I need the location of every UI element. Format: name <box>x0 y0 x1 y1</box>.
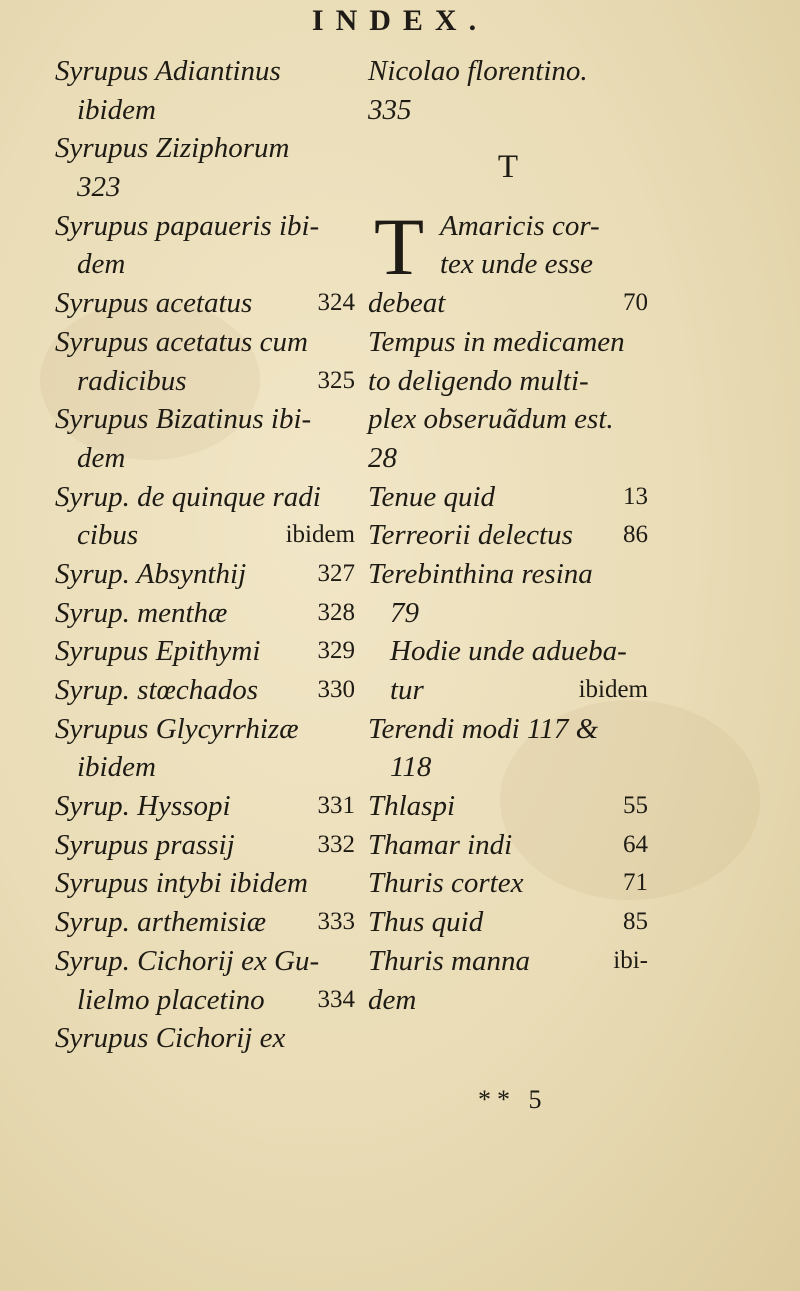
index-entry <box>368 632 648 671</box>
entry-text: 79 <box>390 596 419 629</box>
entry-text: Syrupus Glycyrrhizæ <box>55 712 299 745</box>
index-entry <box>55 439 355 478</box>
index-entry <box>55 284 355 323</box>
index-entry <box>55 323 355 362</box>
entry-text: Syrupus papaueris ibi- <box>55 209 320 242</box>
index-entry <box>368 400 648 439</box>
index-entry <box>368 245 648 284</box>
index-entry <box>368 362 648 401</box>
index-entry <box>55 594 355 633</box>
entry-text: dem <box>77 248 126 281</box>
entry-text: 323 <box>77 171 121 204</box>
index-entry <box>368 981 648 1020</box>
catchword-signature: ** 5 <box>478 1085 548 1114</box>
index-entry <box>55 168 355 207</box>
dropcap-block <box>368 200 648 292</box>
entry-page-ref: 334 <box>317 985 355 1013</box>
entry-text: 335 <box>368 93 412 126</box>
index-entry <box>368 942 648 981</box>
index-entry <box>55 632 355 671</box>
index-entry <box>368 710 648 749</box>
entry-text: Terreorii delectus <box>368 519 573 552</box>
index-column-right <box>368 52 648 1019</box>
entry-page-ref: 13 <box>623 482 648 510</box>
entry-text: dem <box>77 441 126 474</box>
entry-text: Syrupus Ziziphorum <box>55 132 290 165</box>
entry-text: Syrupus Cichorij ex <box>55 1022 286 1055</box>
entry-text: Syrup. arthemisiæ <box>55 906 267 939</box>
index-entry <box>368 323 648 362</box>
entry-page-ref: ibidem <box>285 521 355 549</box>
index-entry <box>55 129 355 168</box>
entry-text: Syrup. Cichorij ex Gu- <box>55 944 320 977</box>
entry-text: Syrupus acetatus <box>55 287 253 320</box>
index-entry <box>368 516 648 555</box>
index-column-left <box>55 52 355 1058</box>
index-entry <box>368 207 648 246</box>
entry-page-ref: 324 <box>317 289 355 317</box>
entry-page-ref: 330 <box>317 676 355 703</box>
index-entry <box>55 400 355 439</box>
entry-text: Hodie unde adueba- <box>390 635 627 668</box>
index-entry <box>55 864 355 903</box>
index-entry <box>368 864 648 903</box>
index-entry <box>368 748 648 787</box>
entry-text: Syrup. de quinque radi <box>55 480 321 513</box>
entry-text: Tenue quid <box>368 480 496 513</box>
entry-text: dem <box>368 983 417 1016</box>
index-entry <box>368 594 648 633</box>
index-entry <box>55 555 355 594</box>
entry-page-ref: 332 <box>317 830 355 858</box>
entry-page-ref: 86 <box>623 521 648 549</box>
entry-text: Thuris manna <box>368 944 530 977</box>
entry-text: tex unde esse <box>440 248 593 281</box>
index-entry <box>368 555 648 594</box>
index-entry <box>368 826 648 865</box>
entry-text: Terendi modi 117 & <box>368 712 599 745</box>
entry-page-ref: ibidem <box>578 676 648 704</box>
entry-page-ref: ibi- <box>613 946 648 974</box>
entry-text: 118 <box>390 751 432 784</box>
entry-page-ref: 327 <box>317 559 355 587</box>
index-entry <box>55 207 355 246</box>
index-entry <box>368 671 648 710</box>
entry-text: plex obseruãdum est. <box>368 403 614 436</box>
index-entry <box>55 362 355 401</box>
entry-page-ref: 325 <box>317 366 355 394</box>
entry-text: Syrupus acetatus cum <box>55 325 308 358</box>
entry-text: Thlaspi <box>368 790 456 823</box>
index-entry <box>55 748 355 787</box>
entry-text: ibidem <box>77 751 156 784</box>
entry-page-ref: 331 <box>317 792 355 820</box>
index-entry <box>55 516 355 555</box>
entry-page-ref: 85 <box>623 908 648 936</box>
entry-text: Terebinthina resina <box>368 557 593 590</box>
entry-text: cibus <box>77 519 139 552</box>
entry-text: Syrup. Hyssopi <box>55 790 231 823</box>
index-entry <box>368 284 648 323</box>
entry-text: Syrupus Adiantinus <box>55 55 281 87</box>
entry-page-ref: 71 <box>623 869 648 897</box>
entry-text: lielmo placetino <box>77 983 265 1016</box>
index-entry <box>368 439 648 478</box>
index-entry <box>368 787 648 826</box>
entry-text: Syrup. stœchados <box>55 674 258 706</box>
index-entry <box>55 981 355 1020</box>
entry-page-ref: 70 <box>623 289 648 317</box>
entry-text: Syrupus Epithymi <box>55 635 261 668</box>
dropcap-letter: T <box>373 200 425 292</box>
entry-text: Thamar indi <box>368 828 513 861</box>
index-entry <box>55 942 355 981</box>
entry-text: Nicolao florentino. <box>368 55 588 87</box>
entry-text: Syrup. Absynthij <box>55 557 247 590</box>
entry-page-ref: 55 <box>623 792 648 820</box>
page-header: INDEX. <box>311 4 489 37</box>
index-entry <box>55 903 355 942</box>
index-entry <box>368 903 648 942</box>
entry-text: ibidem <box>77 93 156 126</box>
index-entry <box>368 52 648 91</box>
entry-text: Amaricis cor- <box>440 209 600 242</box>
entry-page-ref: 329 <box>317 637 355 665</box>
entry-page-ref: 333 <box>317 908 355 936</box>
entry-text: Tempus in medicamen <box>368 325 625 358</box>
index-entry <box>55 52 355 91</box>
entry-text: tur <box>390 674 424 707</box>
entry-text: Thuris cortex <box>368 867 524 900</box>
entry-page-ref: 328 <box>317 598 355 626</box>
index-entry <box>55 91 355 130</box>
entry-text: Syrupus prassij <box>55 828 235 861</box>
entry-text: Thus quid <box>368 906 484 939</box>
entry-text: Syrup. menthæ <box>55 596 228 629</box>
index-entry <box>368 91 648 130</box>
index-entry <box>55 671 355 710</box>
index-entry <box>55 826 355 865</box>
index-entry <box>55 1019 355 1058</box>
entry-text: Syrupus Bizatinus ibi- <box>55 403 312 436</box>
index-entry <box>55 245 355 284</box>
entry-text: 28 <box>368 441 397 474</box>
entry-page-ref: 64 <box>623 830 648 858</box>
index-entry <box>55 478 355 517</box>
section-letter: T <box>497 149 519 186</box>
entry-text: Syrupus intybi ibidem <box>55 867 308 900</box>
index-entry <box>55 787 355 826</box>
entry-text: radicibus <box>77 364 187 397</box>
entry-text: to deligendo multi- <box>368 364 589 397</box>
index-entry <box>55 710 355 749</box>
entry-text: debeat <box>368 287 446 320</box>
index-entry <box>368 478 648 517</box>
